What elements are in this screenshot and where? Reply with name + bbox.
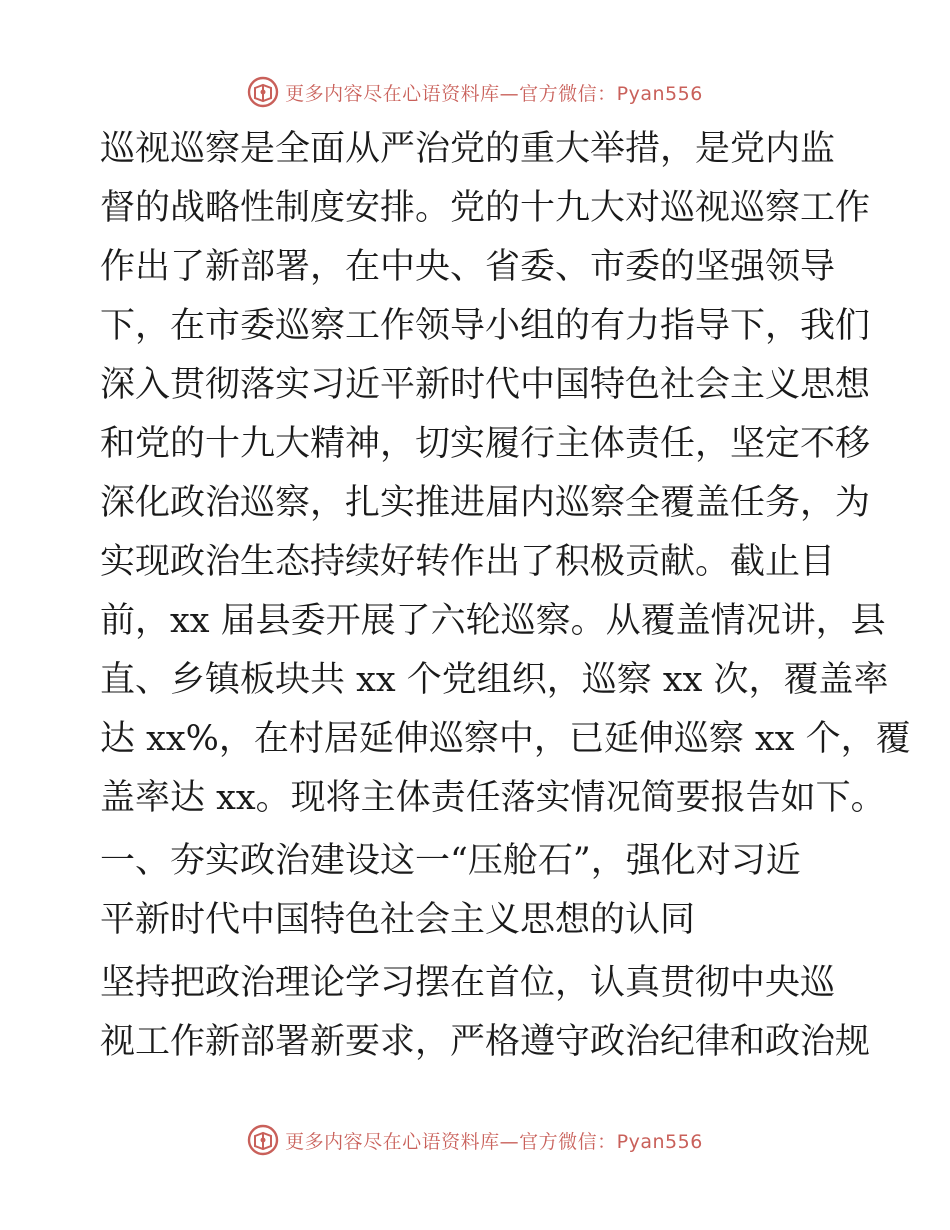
text-line: 坚持把政治理论学习摆在首位，认真贯彻中央巡	[100, 963, 836, 1003]
watermark-text: 更多内容尽在心语资料库—官方微信：Pyan556	[285, 82, 703, 105]
text-line: 直、乡镇板块共 xx 个党组织，巡察 xx 次，覆盖率	[100, 660, 889, 700]
text-line: 实现政治生态持续好转作出了积极贡献。截止目	[100, 542, 836, 582]
text-line: 下，在市委巡察工作领导小组的有力指导下，我们	[100, 306, 871, 346]
section-heading	[100, 832, 860, 950]
header-watermark	[0, 72, 950, 112]
text-line: 视工作新部署新要求，严格遵守政治纪律和政治规	[100, 1022, 871, 1062]
text-line: 深入贯彻落实习近平新时代中国特色社会主义思想	[100, 365, 871, 405]
document-body	[100, 120, 911, 1072]
text-line: 前，xx 届县委开展了六轮巡察。从覆盖情况讲，县	[100, 601, 886, 641]
footer-watermark	[0, 1120, 950, 1160]
paragraph-intro	[100, 120, 911, 828]
book-seal-icon	[247, 1124, 279, 1156]
text-line: 达 xx%，在村居延伸巡察中，已延伸巡察 xx 个，覆	[100, 719, 911, 759]
book-seal-icon	[247, 76, 279, 108]
text-line: 和党的十九大精神，切实履行主体责任，坚定不移	[100, 424, 871, 464]
heading-line: 一、夯实政治建设这一“压舱石”，强化对习近	[100, 841, 801, 881]
text-line: 深化政治巡察，扎实推进届内巡察全覆盖任务，为	[100, 483, 871, 523]
text-line: 督的战略性制度安排。党的十九大对巡视巡察工作	[100, 188, 871, 228]
text-line: 盖率达 xx。现将主体责任落实情况简要报告如下。	[100, 778, 886, 818]
watermark-text: 更多内容尽在心语资料库—官方微信：Pyan556	[285, 1130, 703, 1153]
paragraph-body	[100, 954, 871, 1072]
text-line: 巡视巡察是全面从严治党的重大举措，是党内监	[100, 129, 836, 169]
heading-line: 平新时代中国特色社会主义思想的认同	[100, 900, 696, 940]
text-line: 作出了新部署，在中央、省委、市委的坚强领导	[100, 247, 836, 287]
